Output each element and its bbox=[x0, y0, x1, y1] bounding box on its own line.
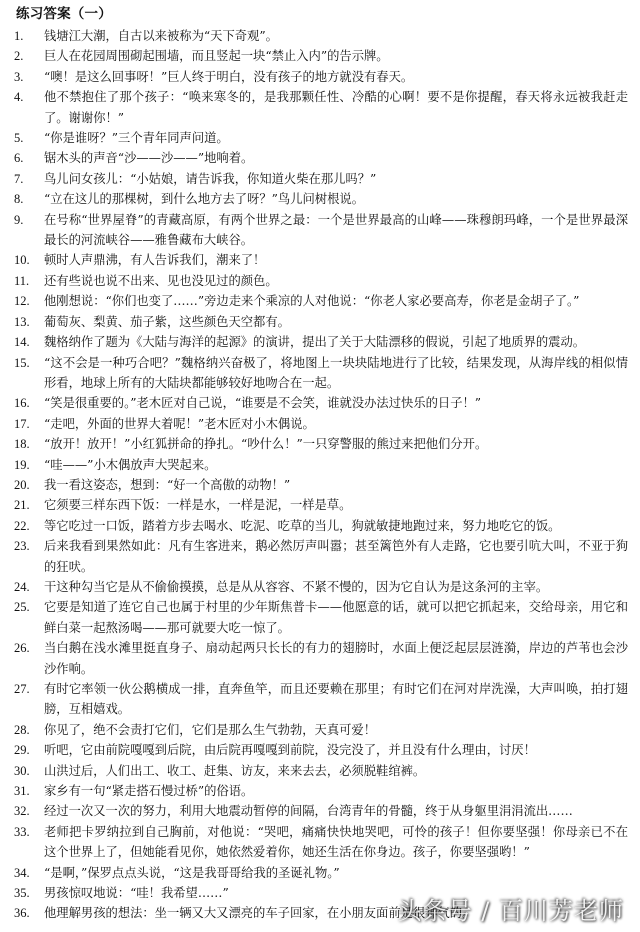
page-title: 练习答案（一） bbox=[16, 6, 112, 22]
item-number: 30. bbox=[14, 763, 30, 778]
item-text: 鸟儿问女孩儿：“小姑娘，请告诉我，你知道火柴在那儿吗？” bbox=[44, 171, 377, 186]
item-number: 36. bbox=[14, 906, 30, 921]
item-number: 4. bbox=[14, 90, 24, 105]
item-number: 34. bbox=[14, 865, 30, 880]
item-text: 后来我看到果然如此：凡有生客进来，鹅必然厉声叫嚣；甚至篱笆外有人走路，它也要引吭大叫，不亚于狗的狂吠。 bbox=[44, 539, 628, 574]
item-number: 5. bbox=[14, 131, 24, 146]
item-text: 经过一次又一次的努力，利用大地震动暂停的间隔，台湾青年的骨髓，终于从身躯里涓涓流出…… bbox=[44, 804, 573, 819]
item-text: 你见了，绝不会责打它们，它们是那么生气勃勃，天真可爱！ bbox=[44, 722, 377, 737]
item-number: 17. bbox=[14, 416, 30, 431]
item-number: 23. bbox=[14, 539, 30, 554]
item-number: 35. bbox=[14, 886, 30, 901]
item-number: 3. bbox=[14, 69, 24, 84]
item-number: 7. bbox=[14, 171, 24, 186]
item-text: 葡萄灰、梨黄、茄子紫，这些颜色天空都有。 bbox=[44, 314, 290, 329]
item-text: 他理解男孩的想法：坐一辆又大又漂亮的车子回家，在小朋友面前是很神气的。 bbox=[44, 906, 475, 921]
item-number: 2. bbox=[14, 49, 24, 64]
list-item bbox=[14, 312, 628, 332]
item-text: 他刚想说：“你们也变了……”旁边走来个乘凉的人对他说：“你老人家必要高寿，你老是金胡子了。” bbox=[44, 294, 580, 309]
item-text: 山洪过后，人们出工、收工、赶集、访友，来来去去，必须脱鞋绾裤。 bbox=[44, 763, 426, 778]
list-item bbox=[14, 210, 628, 251]
item-text: 魏格纳作了题为《大陆与海洋的起源》的演讲，提出了关于大陆漂移的假说，引起了地质界的震动。 bbox=[44, 335, 586, 350]
item-text: 它须要三样东西下饭：一样是水，一样是泥，一样是草。 bbox=[44, 498, 352, 513]
item-text: “走吧，外面的世界大着呢！”老木匠对小木偶说。 bbox=[44, 416, 315, 431]
list-item bbox=[14, 597, 628, 638]
item-number: 31. bbox=[14, 784, 30, 799]
list-item bbox=[14, 638, 628, 679]
list-item bbox=[14, 577, 628, 597]
item-text: 锯木头的声音“沙——沙——”地响着。 bbox=[44, 151, 254, 166]
list-item bbox=[14, 761, 628, 781]
item-text: “立在这儿的那棵树，到什么地方去了呀？”鸟儿问树根说。 bbox=[44, 192, 364, 207]
item-text: “噢！是这么回事呀！”巨人终于明白，没有孩子的地方就没有春天。 bbox=[44, 69, 414, 84]
list-item bbox=[14, 679, 628, 720]
list-item bbox=[14, 455, 628, 475]
list-item bbox=[14, 332, 628, 352]
item-text: 还有些说也说不出来、见也没见过的颜色。 bbox=[44, 273, 278, 288]
item-text: 干这种勾当它是从不偷偷摸摸，总是从从容容、不紧不慢的，因为它自认为是这条河的主宰。 bbox=[44, 579, 549, 594]
item-text: “笑是很重要的。”老木匠对自己说，“谁要是不会笑，谁就没办法过快乐的日子！” bbox=[44, 396, 482, 411]
item-number: 24. bbox=[14, 579, 30, 594]
list-item bbox=[14, 67, 628, 87]
list-item bbox=[14, 393, 628, 413]
item-number: 28. bbox=[14, 722, 30, 737]
item-number: 29. bbox=[14, 743, 30, 758]
item-number: 13. bbox=[14, 314, 30, 329]
list-item bbox=[14, 720, 628, 740]
item-text: 有时它率领一伙公鹅横成一排，直奔鱼竿，而且还要赖在那里；有时它们在河对岸洗澡，大声叫唤，拍打翅膀，互相嬉戏。 bbox=[44, 682, 628, 717]
item-number: 18. bbox=[14, 437, 30, 452]
item-text: 他不禁抱住了那个孩子：“唤来寒冬的，是我那颗任性、冷酷的心啊！要不是你提醒，春天将永远被我赶走了。谢谢你！” bbox=[44, 90, 628, 125]
list-item bbox=[14, 740, 628, 760]
item-number: 26. bbox=[14, 641, 30, 656]
item-number: 1. bbox=[14, 29, 24, 43]
item-text: 家乡有一句“紧走搭石慢过桥”的俗语。 bbox=[44, 784, 254, 799]
item-number: 9. bbox=[14, 212, 24, 227]
list-item bbox=[14, 128, 628, 148]
list-item bbox=[14, 883, 628, 903]
item-number: 22. bbox=[14, 518, 30, 533]
item-number: 11. bbox=[14, 273, 30, 288]
item-text: “哇——”小木偶放声大哭起来。 bbox=[44, 457, 217, 472]
list-item bbox=[14, 26, 628, 46]
item-text: 钱塘江大潮，自古以来被称为“天下奇观”。 bbox=[44, 29, 278, 43]
list-item bbox=[14, 516, 628, 536]
item-number: 12. bbox=[14, 294, 30, 309]
item-text: 顿时人声鼎沸，有人告诉我们，潮来了！ bbox=[44, 253, 266, 268]
item-text: 它要是知道了连它自己也属于村里的少年斯焦普卡——他愿意的话，就可以把它抓起来，交给母亲，用它和鲜白菜一起熬汤喝——那可就要大吃一惊了。 bbox=[44, 600, 628, 635]
list-item bbox=[14, 169, 628, 189]
list-item bbox=[14, 189, 628, 209]
item-number: 8. bbox=[14, 192, 24, 207]
item-number: 19. bbox=[14, 457, 30, 472]
item-number: 20. bbox=[14, 477, 30, 492]
item-text: “放开！放开！”小红狐拼命的挣扎。“吵什么！”一只穿警服的熊过来把他们分开。 bbox=[44, 437, 488, 452]
item-number: 14. bbox=[14, 335, 30, 350]
item-number: 15. bbox=[14, 355, 30, 370]
list-item bbox=[14, 781, 628, 801]
item-text: 在号称“世界屋脊”的青藏高原，有两个世界之最：一个是世界最高的山峰——珠穆朗玛峰，一个是世界最深最长的河流峡谷——雅鲁藏布大峡谷。 bbox=[44, 212, 628, 248]
list-item bbox=[14, 536, 628, 577]
item-number: 25. bbox=[14, 600, 30, 615]
list-item bbox=[14, 475, 628, 495]
item-number: 33. bbox=[14, 824, 30, 839]
list-item bbox=[14, 353, 628, 394]
item-text: 当白鹅在浅水滩里挺直身子、扇动起两只长长的有力的翅膀时，水面上便泛起层层涟漪，岸边的芦苇也会沙沙作响。 bbox=[44, 641, 628, 676]
list-item bbox=[14, 822, 628, 863]
item-text: 老师把卡罗纳拉到自己胸前，对他说：“哭吧，痛痛快快地哭吧，可怜的孩子！但你要坚强！你母亲已不在这个世界上了，但她能看见你，她依然爱着你，她还生活在你身边。孩子，你要坚强哟！” bbox=[44, 824, 628, 860]
item-text: 听吧，它由前院嘎嘎到后院，由后院再嘎嘎到前院，没完没了，并且没有什么理由，讨厌！ bbox=[44, 743, 536, 758]
list-item bbox=[14, 250, 628, 270]
item-text: 巨人在花园周围砌起围墙，而且竖起一块“禁止入内”的告示牌。 bbox=[44, 49, 389, 64]
list-item bbox=[14, 903, 628, 923]
item-number: 27. bbox=[14, 682, 30, 696]
item-text: “是啊，”保罗点点头说，“这是我哥哥给我的圣诞礼物。” bbox=[44, 865, 340, 880]
list-item bbox=[14, 271, 628, 291]
item-number: 6. bbox=[14, 151, 24, 166]
list-item bbox=[14, 863, 628, 883]
list-item bbox=[14, 434, 628, 454]
answer-list bbox=[14, 26, 628, 924]
item-text: “这不会是一种巧合吧？”魏格纳兴奋极了，将地图上一块块陆地进行了比较，结果发现，从海岸线的相似情形看，地球上所有的大陆块都能够较好地吻合在一起。 bbox=[44, 355, 628, 390]
list-item bbox=[14, 291, 628, 311]
item-text: 男孩惊叹地说：“哇！我希望……” bbox=[44, 886, 229, 901]
item-number: 16. bbox=[14, 396, 30, 411]
list-item bbox=[14, 495, 628, 515]
item-text: 我一看这姿态，想到：“好一个高傲的动物！” bbox=[44, 477, 291, 492]
list-item bbox=[14, 148, 628, 168]
list-item bbox=[14, 46, 628, 66]
item-text: “你是谁呀？”三个青年同声问道。 bbox=[44, 131, 229, 146]
list-item bbox=[14, 87, 628, 128]
watermark-text: 头条号 / 百川芳老师 bbox=[397, 897, 624, 925]
list-item bbox=[14, 801, 628, 821]
item-text: 等它吃过一口饭，踏着方步去喝水、吃泥、吃草的当儿，狗就敏捷地跑过来，努力地吃它的饭。 bbox=[44, 518, 561, 533]
item-number: 32. bbox=[14, 804, 30, 819]
list-item bbox=[14, 414, 628, 434]
item-number: 21. bbox=[14, 498, 30, 513]
item-number: 10. bbox=[14, 253, 30, 268]
